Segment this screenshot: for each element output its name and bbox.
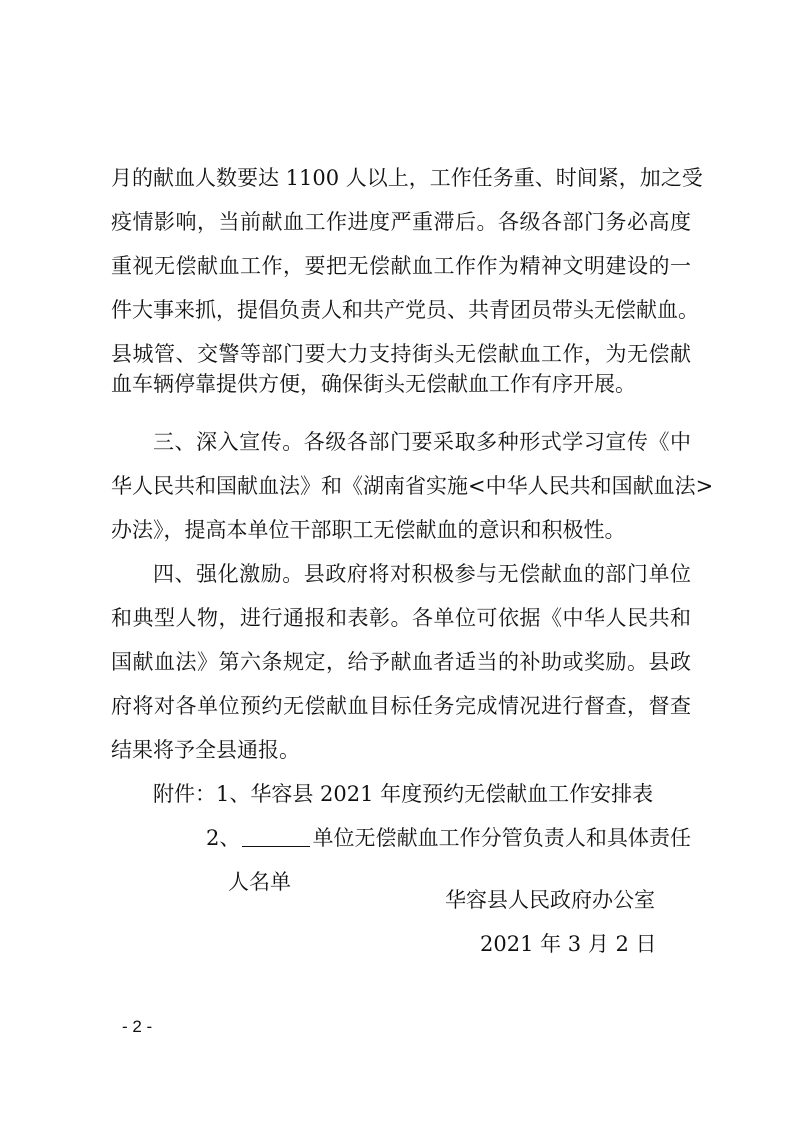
paragraph-1-line-1: 月的献血人数要达 1100 人以上，工作任务重、时间紧，加之受	[111, 166, 703, 190]
paragraph-3-line-5: 结果将予全县通报。	[111, 738, 300, 762]
attachment-item-1: 附件：1、华容县 2021 年度预约无偿献血工作安排表	[153, 782, 654, 806]
paragraph-1-line-3: 重视无偿献血工作，要把无偿献血工作作为精神文明建设的一	[111, 254, 691, 278]
paragraph-1-line-4: 件大事来抓，提倡负责人和共产党员、共青团员带头无偿献血。	[111, 298, 699, 322]
signature-date: 2021 年 3 月 2 日	[480, 932, 657, 956]
unit-name-blank	[242, 826, 310, 847]
attachment-item-2-prefix: 2、	[206, 826, 241, 850]
paragraph-2-line-1: 三、深入宣传。各级各部门要采取多种形式学习宣传《中	[153, 430, 691, 454]
page-number: - 2 -	[122, 1017, 153, 1036]
attachment-item-2-suffix: 单位无偿献血工作分管负责人和具体责任	[312, 826, 691, 850]
signature-organization: 华容县人民政府办公室	[445, 888, 655, 912]
paragraph-1-line-5: 县城管、交警等部门要大力支持街头无偿献血工作，为无偿献	[111, 342, 691, 366]
attachment-item-2	[206, 823, 691, 853]
paragraph-2-line-2: 华人民共和国献血法》和《湖南省实施<中华人民共和国献血法>	[111, 474, 714, 498]
attachment-item-2-continuation: 人名单	[228, 870, 291, 894]
paragraph-1-line-6: 血车辆停靠提供方便，确保街头无偿献血工作有序开展。	[111, 372, 636, 396]
paragraph-3-line-2: 和典型人物，进行通报和表彰。各单位可依据《中华人民共和	[111, 606, 691, 630]
paragraph-1-line-2: 疫情影响，当前献血工作进度严重滞后。各级各部门务必高度	[111, 210, 691, 234]
paragraph-3-line-3: 国献血法》第六条规定，给予献血者适当的补助或奖励。县政	[111, 650, 691, 674]
paragraph-3-line-4: 府将对各单位预约无偿献血目标任务完成情况进行督查，督查	[111, 694, 691, 718]
paragraph-3-line-1: 四、强化激励。县政府将对积极参与无偿献血的部门单位	[153, 562, 691, 586]
paragraph-2-line-3: 办法》，提高本单位干部职工无偿献血的意识和积极性。	[111, 518, 626, 542]
